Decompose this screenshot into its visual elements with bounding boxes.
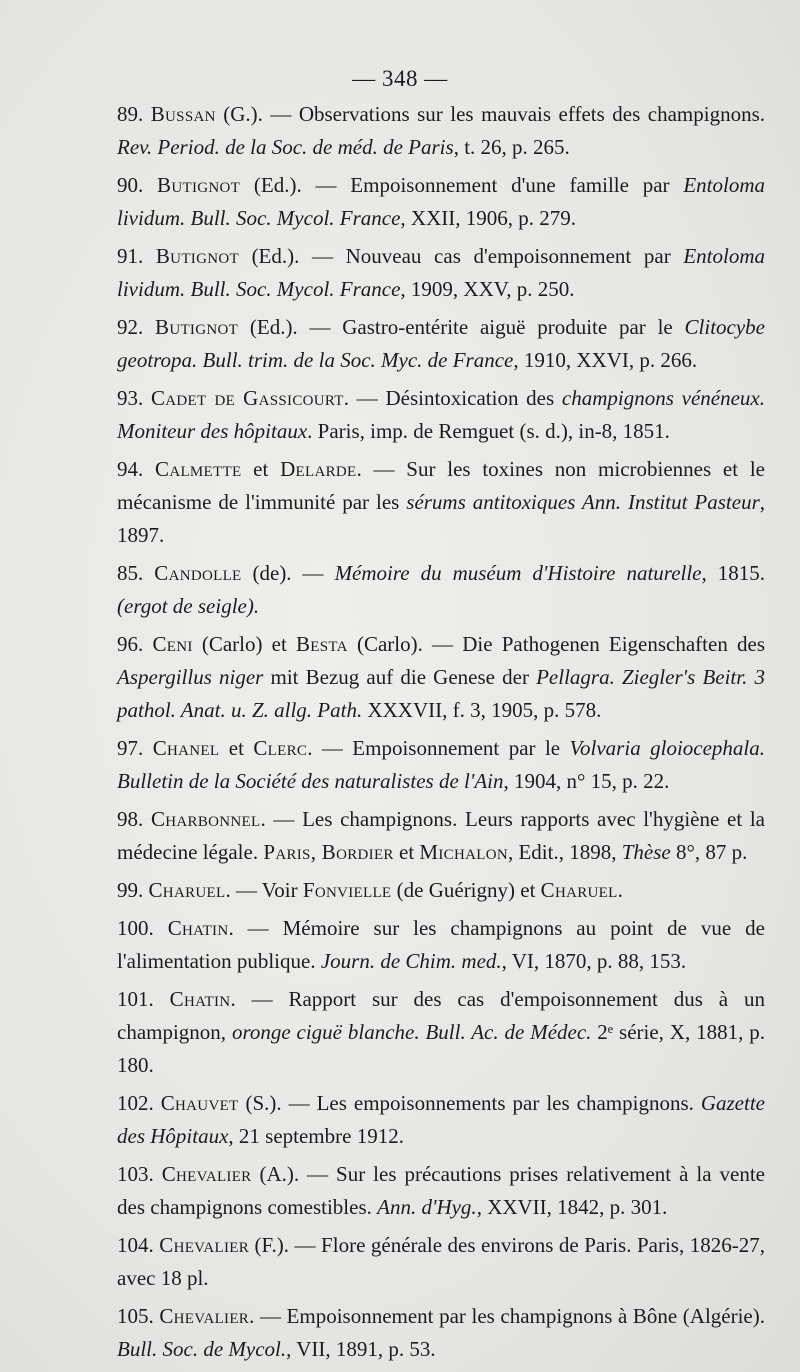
entry-italic-title: Volvaria gloiocephala. Bulletin de la Société des naturalistes de l'Ain — [117, 736, 766, 793]
entry-italic-title: Gazette des Hôpitaux — [117, 1091, 765, 1148]
entry-number: 102. — [117, 1091, 161, 1115]
entry-italic-title: (ergot de seigle). — [117, 594, 260, 618]
entry-text: , 1904, n° 15, p. 22. — [503, 769, 670, 793]
entry-text: mit Bezug auf die Genese der — [263, 665, 537, 689]
entry-author: Clerc — [253, 736, 308, 760]
entry-text: (de). — — [241, 561, 335, 585]
entry-number: 93. — [117, 386, 151, 410]
entry-text: (Ed.). — Nouveau cas d'empoisonnement par — [238, 244, 684, 268]
bibliography-entry — [117, 169, 765, 235]
bibliography-entry — [117, 628, 765, 727]
entry-text: (G.). — Observations sur les mauvais effets des champignons. — [215, 102, 765, 126]
bibliography-entry — [117, 240, 765, 306]
bibliography-entry — [117, 557, 765, 623]
entry-text: et — [219, 736, 254, 760]
entry-text: , VII, 1891, p. 53. — [286, 1337, 436, 1361]
entry-text: , t. 26, p. 265. — [453, 135, 570, 159]
entry-text: , Edit., 1898, — [507, 840, 622, 864]
entry-number: 92. — [117, 315, 156, 339]
entry-author: Charbonnel — [150, 807, 261, 831]
entry-text: (A.). — Sur les précautions prises relativement à la vente des champignons comestibles. — [117, 1162, 766, 1219]
entry-text: (Carlo). — Die Pathogenen Eigenschaften des — [347, 632, 766, 656]
bibliography-entry — [117, 311, 765, 377]
entry-author: Butignot — [155, 315, 239, 339]
entry-italic-title: Thèse — [621, 840, 671, 864]
entry-text: (Ed.). — Gastro-entérite aiguë produite par le — [238, 315, 685, 339]
entry-text: . — Les champignons. Leurs rapports avec l'hygiène et la médecine légale. — [117, 807, 765, 864]
entry-number: 103. — [117, 1162, 162, 1186]
entry-italic-title: oronge ciguë blanche. Bull. Ac. de Médec. — [231, 1020, 592, 1044]
bibliography-entry — [117, 98, 765, 164]
entry-text: . — Empoisonnement par le — [307, 736, 570, 760]
entry-text: (Ed.). — Empoisonnement d'une famille par — [240, 173, 684, 197]
bibliography-entry — [117, 1087, 765, 1153]
entry-author: Besta — [295, 632, 348, 656]
entry-author: Fonvielle — [302, 878, 392, 902]
bibliography-entry — [117, 732, 765, 798]
entry-text: (S.). — Les empoisonnements par les champignons. — [238, 1091, 701, 1115]
entry-italic-title: Entoloma lividum. Bull. Soc. Mycol. France — [117, 244, 765, 301]
entry-italic-title: Journ. de Chim. med. — [320, 949, 502, 973]
entry-text: . — [617, 878, 623, 902]
entry-italic-title: Mémoire du muséum d'Histoire naturelle — [334, 561, 702, 585]
entry-number: 97. — [117, 736, 153, 760]
entry-author: Chauvet — [160, 1091, 239, 1115]
entry-text: . — Désintoxication des — [343, 386, 562, 410]
entry-text: , 21 septembre 1912. — [228, 1124, 404, 1148]
entry-text: XXXVII, f. 3, 1905, p. 578. — [362, 698, 602, 722]
bibliography-entry — [117, 1158, 765, 1224]
entry-text: 8°, 87 p. — [670, 840, 748, 864]
bibliography-list — [117, 98, 765, 1371]
entry-author: Cadet de Gassicourt — [150, 386, 344, 410]
entry-text: , VI, 1870, p. 88, 153. — [501, 949, 687, 973]
entry-text: , 1815. — [701, 561, 766, 585]
entry-number: 100. — [117, 916, 168, 940]
entry-text: , 1909, XXV, p. 250. — [400, 277, 575, 301]
entry-author: Chanel — [152, 736, 220, 760]
entry-italic-title: Clitocybe geotropa. Bull. trim. de la Soc. Myc. de France — [117, 315, 765, 372]
bibliography-entry — [117, 874, 765, 907]
entry-author: Butignot — [155, 244, 239, 268]
page-number: — 348 — — [352, 66, 448, 91]
entry-text: . — Mémoire sur les champignons au point de vue de l'alimentation publique. — [117, 916, 766, 973]
entry-author: Delarde — [280, 457, 357, 481]
bibliography-entry — [117, 453, 765, 552]
entry-author: Candolle — [154, 561, 242, 585]
entry-number: 90. — [117, 173, 158, 197]
entry-italic-title: Rev. Period. de la Soc. de méd. de Paris — [117, 135, 454, 159]
entry-text: et — [241, 457, 281, 481]
entry-italic-title: Aspergillus niger — [117, 665, 264, 689]
entry-author: Paris, Bordier — [263, 840, 394, 864]
entry-number: 85. — [117, 561, 155, 585]
entry-number: 89. — [117, 102, 151, 126]
entry-author: Michalon — [419, 840, 508, 864]
entry-text: , XXII, 1906, p. 279. — [400, 206, 576, 230]
entry-author: Chevalier — [161, 1162, 252, 1186]
entry-number: 91. — [117, 244, 156, 268]
entry-italic-title: sérums antitoxiques Ann. Institut Pasteur — [406, 490, 760, 514]
bibliography-entry — [117, 912, 765, 978]
entry-text: . Paris, imp. de Remguet (s. d.), in-8, 1851. — [307, 419, 670, 443]
entry-italic-title: Pellagra. Ziegler's Beitr. 3 pathol. Anat. u. Z. allg. Path. — [117, 665, 765, 722]
entry-italic-title: Bull. Soc. de Mycol. — [117, 1337, 287, 1361]
entry-number: 94. — [117, 457, 156, 481]
entry-author: Bussan — [150, 102, 216, 126]
entry-number: 104. — [117, 1233, 160, 1257]
entry-number: 101. — [117, 987, 170, 1011]
entry-number: 96. — [117, 632, 153, 656]
bibliography-entry — [117, 382, 765, 448]
entry-author: Ceni — [152, 632, 193, 656]
entry-author: Chatin — [169, 987, 231, 1011]
entry-number: 99. — [117, 878, 149, 902]
entry-text: . — Rapport sur des cas d'empoisonnement dus à un champignon, — [117, 987, 765, 1044]
entry-text: (Carlo) et — [192, 632, 296, 656]
entry-text: (de Guérigny) et — [391, 878, 541, 902]
entry-italic-title: Entoloma lividum. Bull. Soc. Mycol. France — [117, 173, 766, 230]
entry-author: Chevalier — [159, 1304, 250, 1328]
entry-author: Chatin — [167, 916, 229, 940]
entry-number: 98. — [117, 807, 151, 831]
entry-italic-title: champignons vénéneux. Moniteur des hôpitaux — [117, 386, 766, 443]
entry-author: Chevalier — [159, 1233, 250, 1257]
bibliography-entry — [117, 803, 765, 869]
entry-italic-title: Ann. d'Hyg. — [377, 1195, 477, 1219]
entry-text: , 1897. — [117, 490, 765, 547]
entry-author: Butignot — [157, 173, 241, 197]
bibliography-entry — [117, 1229, 765, 1295]
entry-text: , XXVII, 1842, p. 301. — [476, 1195, 668, 1219]
entry-text: . — Voir — [225, 878, 303, 902]
entry-text: et — [393, 840, 420, 864]
entry-author: Charuel — [148, 878, 226, 902]
entry-author: Calmette — [155, 457, 242, 481]
entry-author: Charuel — [540, 878, 618, 902]
entry-number: 105. — [117, 1304, 160, 1328]
entry-text: (F.). — Flore générale des environs de Paris. Paris, 1826-27, avec 18 pl. — [117, 1233, 765, 1290]
bibliography-entry — [117, 1300, 765, 1366]
entry-text: . — Sur les toxines non microbiennes et le mécanisme de l'immunité par les — [117, 457, 765, 514]
bibliography-entry — [117, 983, 765, 1082]
entry-text: . — Empoisonnement par les champignons à Bône (Algérie). — [249, 1304, 765, 1328]
entry-text: , 1910, XXVI, p. 266. — [513, 348, 698, 372]
entry-text: 2ᵉ série, X, 1881, p. 180. — [117, 1020, 765, 1077]
